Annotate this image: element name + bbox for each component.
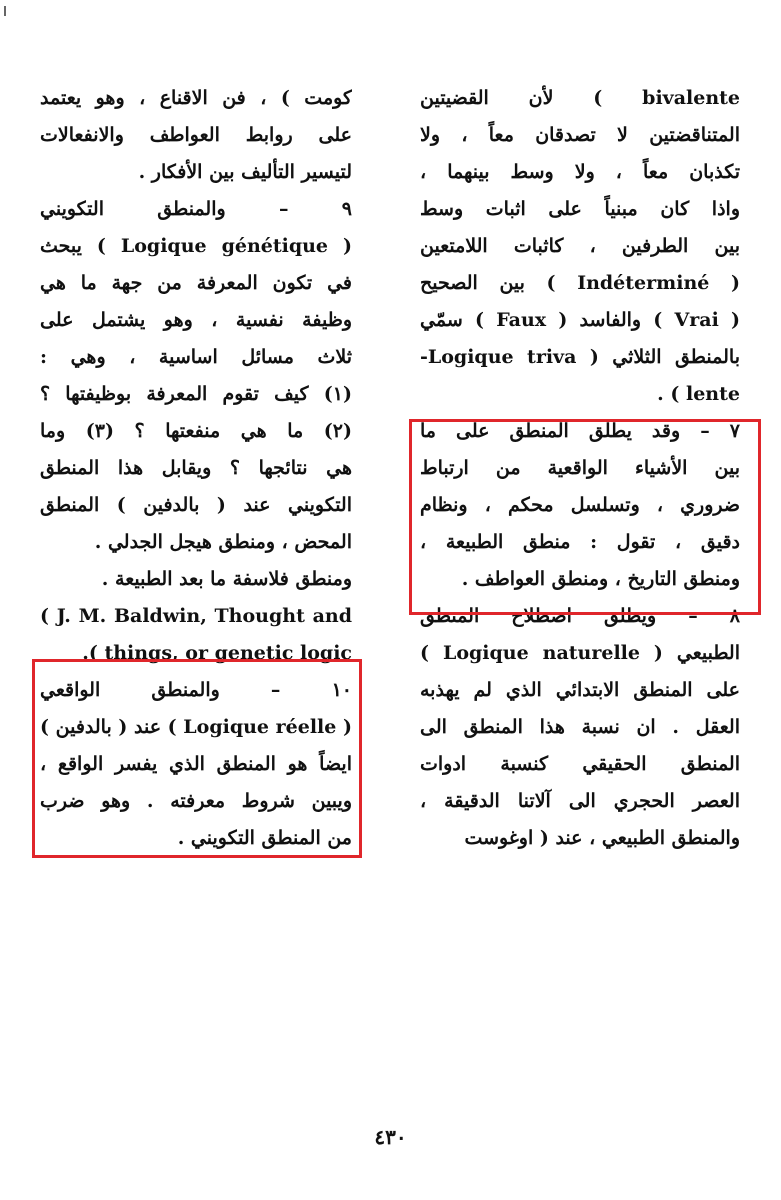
text-line: على روابط العواطف والانفعالات: [40, 124, 352, 146]
text-line: J. M. Baldwin, Thought and ): [40, 605, 352, 627]
text-line: والمنطق الطبيعي ، عند ( اوغوست: [464, 827, 740, 849]
text-line: لتيسير التأليف بين الأفكار .: [138, 161, 352, 183]
highlight-box-section-10: [32, 659, 362, 858]
text-line: ثلاث مسائل اساسية ، وهي :: [40, 346, 352, 368]
text-line: في تكون المعرفة من جهة ما هي: [40, 272, 352, 294]
text-line: التكويني عند ( بالدفين ) المنطق: [40, 494, 352, 516]
text-line: things, or genetic logic ).: [82, 642, 352, 664]
text-line: وظيفة نفسية ، وهو يشتمل على: [40, 309, 352, 331]
corner-mark: [4, 6, 6, 16]
text-line: الطبيعي ( Logique naturelle ): [420, 642, 740, 664]
text-line: ( Vrai ) والفاسد ( Faux ) سمّي: [420, 309, 740, 331]
text-line: تكذبان معاً ، ولا وسط بينهما ،: [420, 161, 740, 183]
text-line: (٢) ما هي منفعتها ؟ (٣) وما: [40, 420, 352, 442]
text-line: ( Logique réelle ) عند ( بالدفين ): [40, 716, 352, 738]
text-line: ومنطق التاريخ ، ومنطق العواطف .: [461, 568, 740, 590]
text-line: دقيق ، تقول : منطق الطبيعة ،: [420, 531, 740, 553]
text-line: ايضاً هو المنطق الذي يفسر الواقع ،: [40, 753, 352, 775]
text-line: ضروري ، وتسلسل محكم ، ونظام: [420, 494, 740, 516]
text-line: واذا كان مبنياً على اثبات وسط: [420, 198, 740, 220]
text-line: lente ) .: [657, 383, 740, 405]
text-line: ٧ – وقد يطلق المنطق على ما: [420, 420, 740, 442]
text-line: ومنطق فلاسفة ما بعد الطبيعة .: [101, 568, 352, 590]
text-line: بين الطرفين ، كاثبات اللامتعين: [420, 235, 740, 257]
text-line: العقل . ان نسبة هذا المنطق الى: [420, 716, 740, 738]
text-line: ( Indéterminé ) بين الصحيح: [420, 272, 740, 294]
text-line: المتناقضتين لا تصدقان معاً ، ولا: [420, 124, 740, 146]
text-line: بالمنطق الثلاثي ( Logique triva-: [420, 346, 740, 368]
text-line: ٨ – ويطلق اصطلاح المنطق: [420, 605, 740, 627]
text-line: ( Logique génétique ) يبحث: [40, 235, 352, 257]
text-line: العصر الحجري الى آلاتنا الدقيقة ،: [420, 790, 740, 812]
text-line: المحض ، ومنطق هيجل الجدلي .: [94, 531, 352, 553]
text-line: ١٠ – والمنطق الواقعي: [40, 679, 352, 701]
text-line: المنطق الحقيقي كنسبة ادوات: [420, 753, 740, 775]
text-line: كومت ) ، فن الاقناع ، وهو يعتمد: [40, 87, 352, 109]
text-line: هي نتائجها ؟ ويقابل هذا المنطق: [40, 457, 352, 479]
text-line: (١) كيف تقوم المعرفة بوظيفتها ؟: [40, 383, 352, 405]
text-line: ٩ – والمنطق التكويني: [40, 198, 352, 220]
text-line: على المنطق الابتدائي الذي لم يهذبه: [420, 679, 740, 701]
text-line: ويبين شروط معرفته . وهو ضرب: [40, 790, 352, 812]
page-number: ٤٣٠: [374, 1125, 407, 1149]
text-line: من المنطق التكويني .: [177, 827, 352, 849]
highlight-box-section-7: [409, 419, 761, 615]
text-line: bivalente ) لأن القضيتين: [420, 87, 740, 109]
text-line: بين الأشياء الواقعية من ارتباط: [420, 457, 740, 479]
